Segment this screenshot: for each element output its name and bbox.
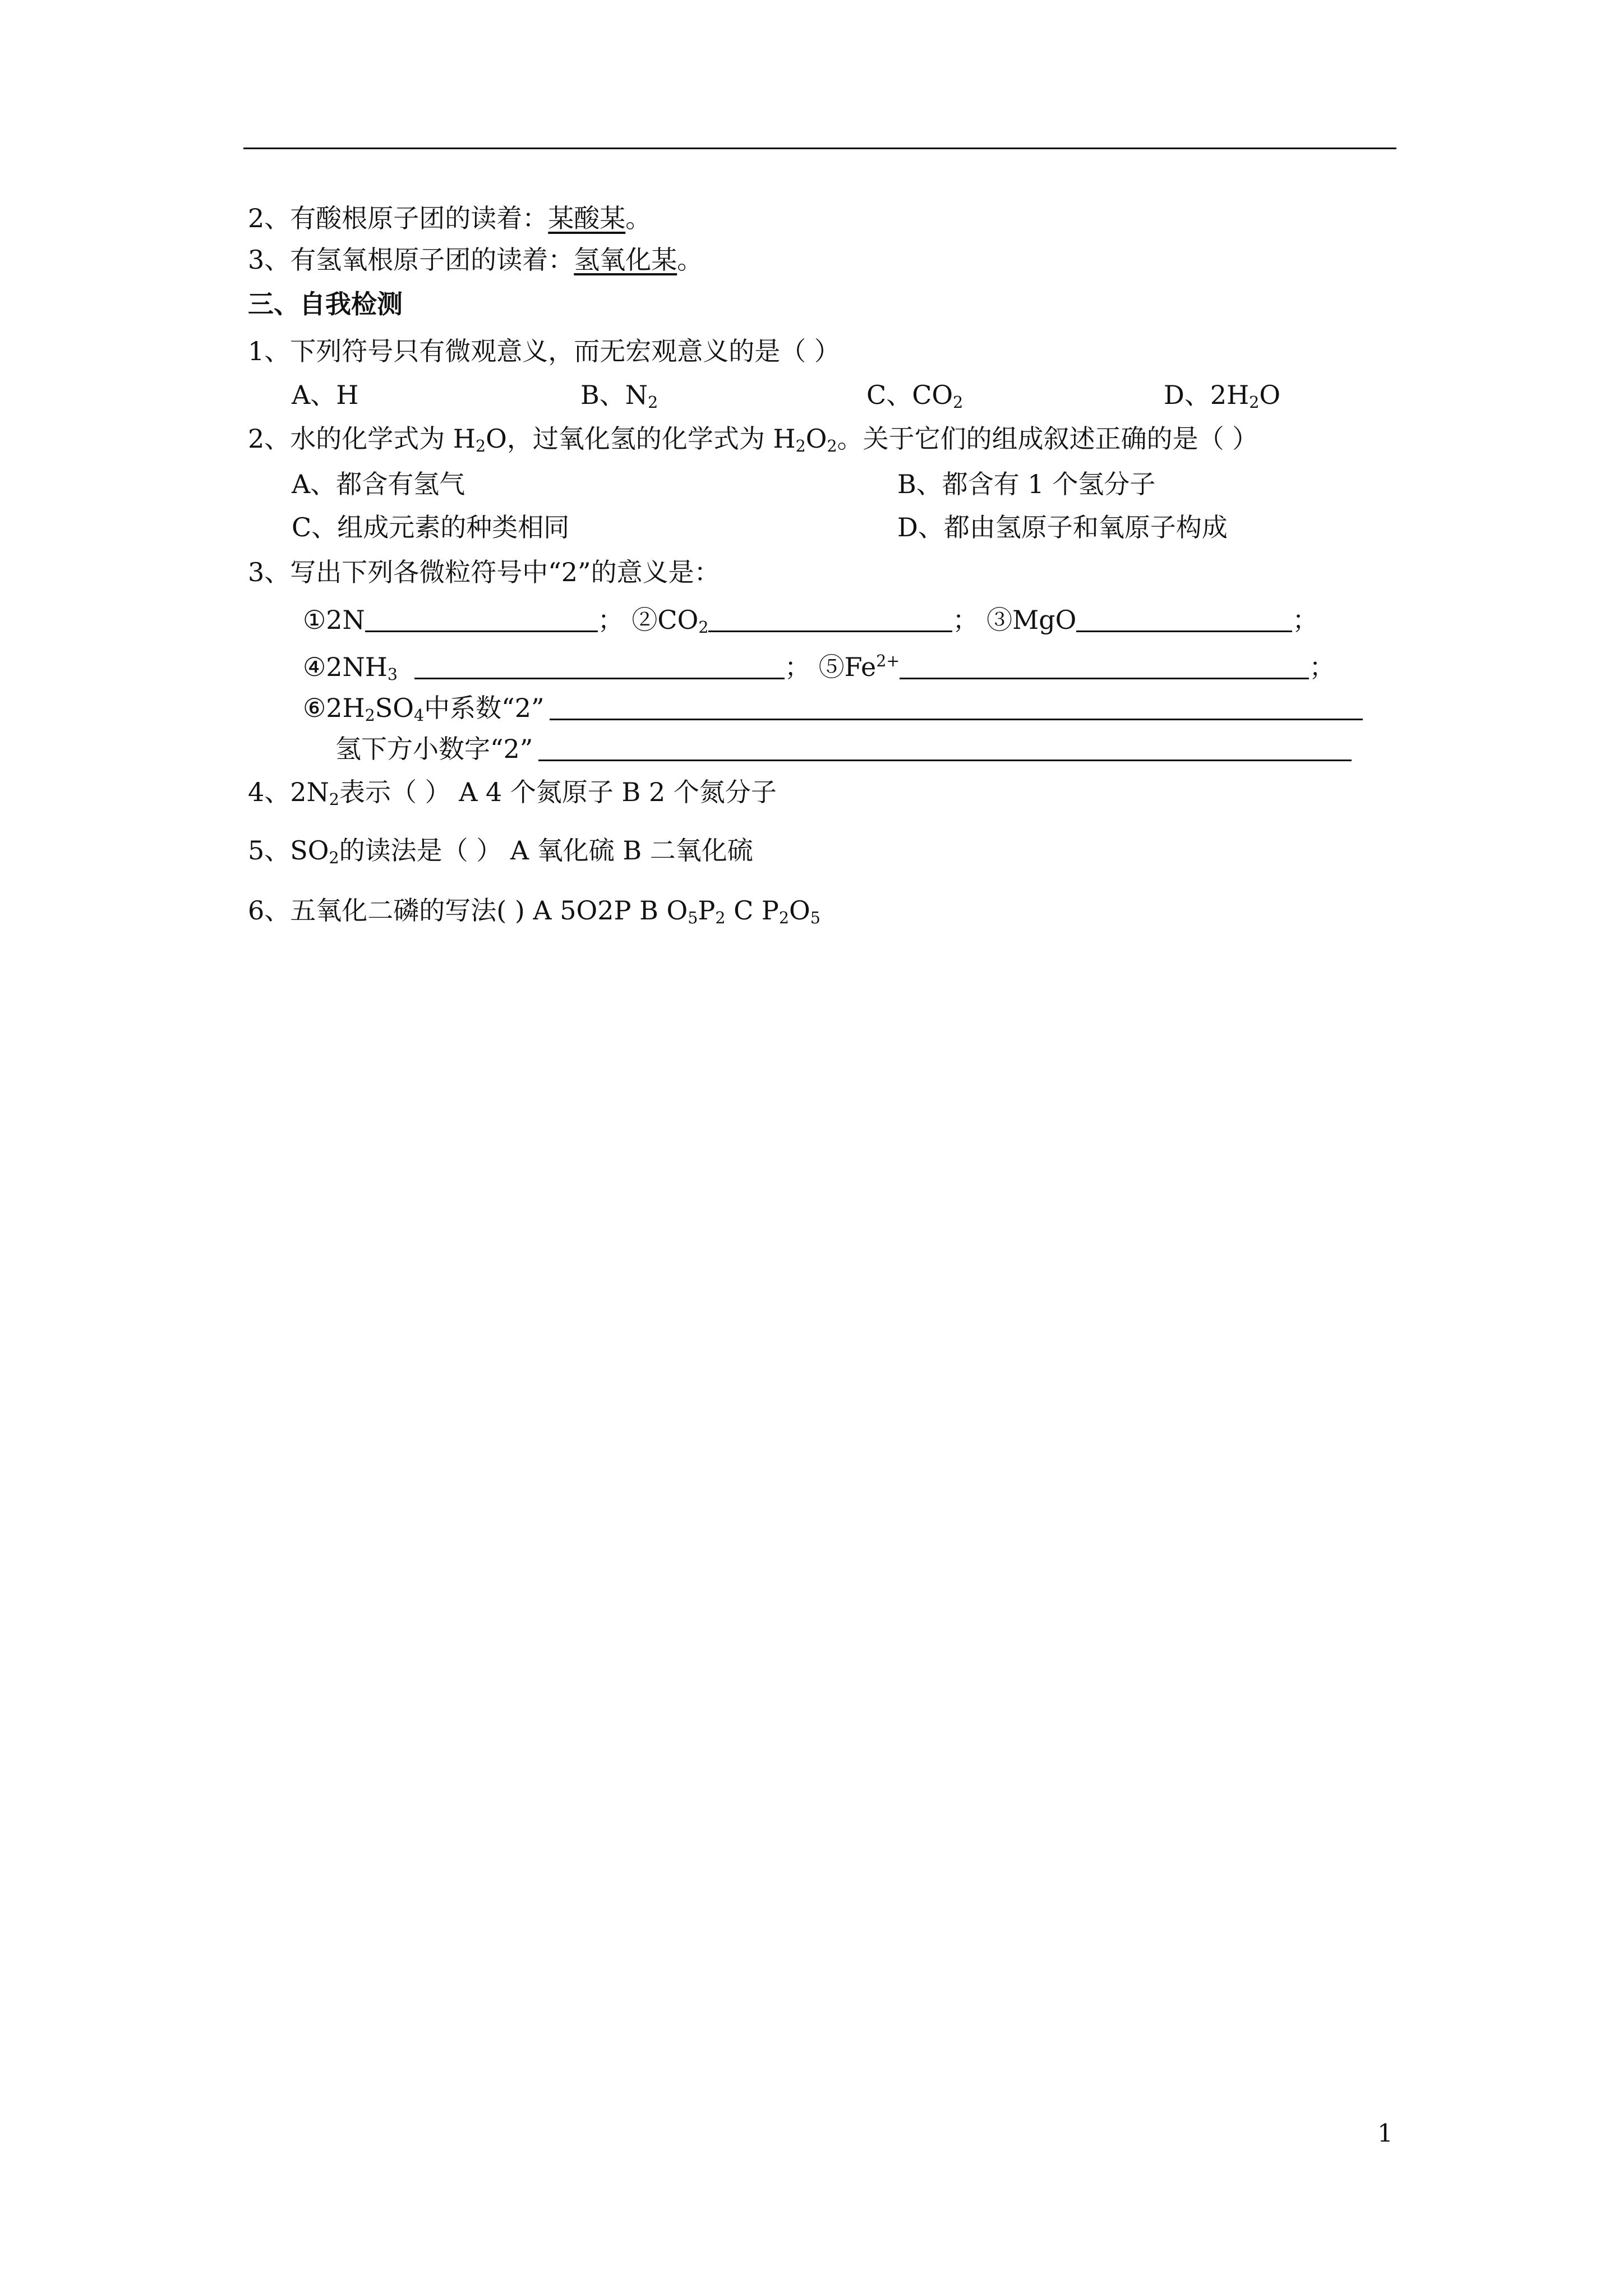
q1-option-c: C、$CO_2$ bbox=[866, 380, 963, 412]
q1-stem: 1、下列符号只有微观意义，而无宏观意义的是（ ） bbox=[248, 336, 840, 366]
q3-row-1: ①2N ； $②CO_2$ ； ③MgO ； bbox=[303, 605, 1318, 637]
q3-stem: 3、写出下列各微粒符号中“2”的意义是： bbox=[248, 557, 720, 587]
answer-blank[interactable] bbox=[900, 657, 1309, 679]
q2-stem: 2、水的化学式为 $H_2O$，过氧化氢的化学式为 $H_2O_2$。关于它们的组成叙述正确的是（ ） bbox=[248, 424, 1258, 456]
q3-row-4: 氢下方小数字“2” bbox=[335, 736, 1352, 762]
answer-blank[interactable] bbox=[414, 657, 785, 679]
q1-option-b: B、$N_2$ bbox=[580, 380, 658, 412]
section-title: 三、自我检测 bbox=[248, 289, 403, 319]
answer-blank[interactable] bbox=[708, 610, 952, 632]
q6: 6、五氧化二磷的写法( ) A 5O2P B $O_5P_2$ C $P_2O_5$ bbox=[248, 895, 820, 928]
answer-blank[interactable] bbox=[538, 739, 1352, 761]
q5: 5、$SO_2$的读法是（ ） A 氧化硫 B 二氧化硫 bbox=[248, 835, 753, 868]
intro-line-2: 2、有酸根原子团的读着：某酸某。 bbox=[248, 203, 652, 233]
underlined-term: 氢氧化某 bbox=[574, 245, 677, 275]
q2-option-c: C、组成元素的种类相同 bbox=[292, 512, 570, 542]
q1-option-a: A、H bbox=[292, 380, 359, 410]
q3-row-2: $④2NH_3$ ； $⑤Fe^{2+}$ ； bbox=[303, 652, 1335, 684]
page-number: 1 bbox=[1377, 2119, 1393, 2148]
q4: 4、$2N_2$表示（ ） A 4 个氮原子 B 2 个氮分子 bbox=[248, 777, 777, 809]
underlined-term: 某酸某 bbox=[548, 203, 626, 233]
q2-option-b: B、都含有 1 个氢分子 bbox=[897, 469, 1156, 499]
header-rule bbox=[243, 148, 1396, 149]
q1-option-d: D、$2H_2O$ bbox=[1164, 380, 1281, 412]
answer-blank[interactable] bbox=[550, 698, 1363, 720]
answer-blank[interactable] bbox=[365, 610, 598, 632]
q2-option-a: A、都含有氢气 bbox=[292, 469, 465, 499]
q3-row-3: $⑥2H_2SO_4$中系数“2” bbox=[303, 695, 1363, 724]
q2-option-d: D、都由氢原子和氧原子构成 bbox=[897, 512, 1228, 542]
answer-blank[interactable] bbox=[1076, 610, 1292, 632]
intro-line-3: 3、有氢氧根原子团的读着：氢氧化某。 bbox=[248, 245, 703, 275]
